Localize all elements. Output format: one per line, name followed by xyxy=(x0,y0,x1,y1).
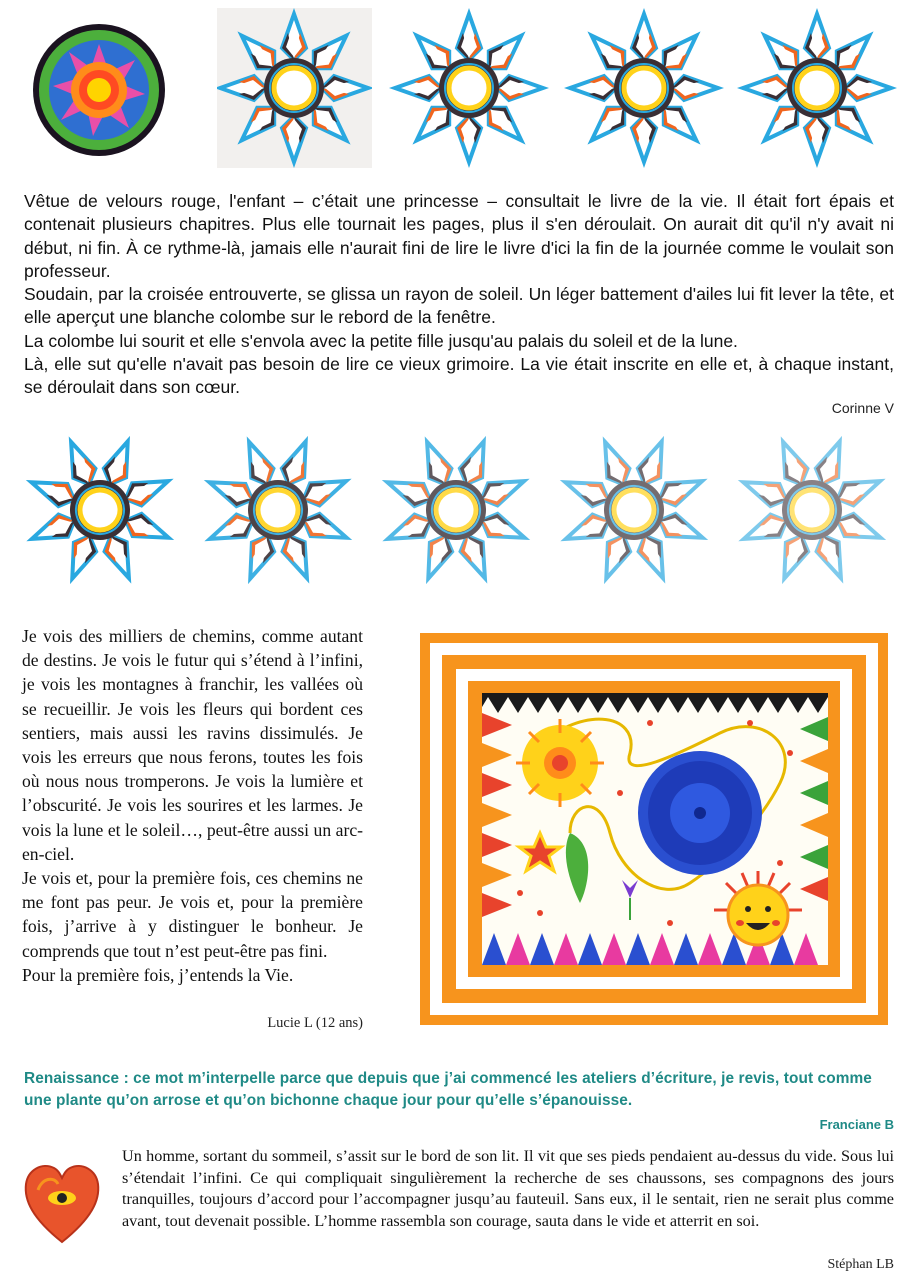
story-stephan: Un homme, sortant du sommeil, s’assit sur le bord de son lit. Il vit que ses pieds pendaient au-dessus du vide. Sous lui s’étendait l’infini. Ce qui compliquait singulièrement la recherche de ses chaussons, ses compagnons des jours tranquilles, toujours d’accord pour l’accompagner jusqu’au fauteuil. Sans eux, il le sentait, rien ne serait plus comme avant, tout devenait possible. L’homme rassembla son courage, sauta dans le vide et atterrit en soi. xyxy=(122,1147,894,1230)
author-signature: Stéphan LB xyxy=(827,1257,894,1272)
quote-franciane: Renaissance : ce mot m’interpelle parce que depuis que j’ai commencé les ateliers d’écriture, je revis, tout comme une plante qu’on arrose et qu’on bichonne chaque jour pour qu’elle s’épanouisse. xyxy=(24,1070,872,1109)
star-flower-icon xyxy=(378,428,538,593)
top-image-row xyxy=(32,8,892,168)
story-paragraph: Là, elle sut qu'elle n'avait pas besoin de lire ce vieux grimoire. La vie était inscrite en elle et, à chaque instant, se déroulait dans son cœur. xyxy=(24,354,894,398)
poem-lucie xyxy=(22,624,363,987)
author-signature: Lucie L (12 ans) xyxy=(267,1015,363,1031)
story-paragraph: Vêtue de velours rouge, l'enfant – c’était une princesse – consultait le livre de la vie. Il était fort épais et contenait plusieurs chapitres. Plus elle tournait les pages, plus il s'en déroulait. On aurait dit qu'il n'y avait ni début, ni fin. À ce rythme-là, jamais elle n'aurait fini de lire le livre d'ici la fin de la journée comme le voulait son professeur. xyxy=(24,191,894,281)
star-flower-icon xyxy=(389,8,549,168)
author-signature: Franciane B xyxy=(819,1117,894,1132)
framed-painting xyxy=(420,633,888,1025)
star-flower-icon xyxy=(22,428,182,593)
heart-eye-icon xyxy=(22,1160,102,1244)
poem-paragraph: Pour la première fois, j’entends la Vie. xyxy=(22,964,294,985)
star-flower-icon xyxy=(734,428,894,593)
poem-paragraph: Je vois et, pour la première fois, ces chemins ne me font pas peur. Je vois et, pour la première fois, j’arrive à y distinguer le bonheur. Je comprends que tout n’est peut-être pas fini. xyxy=(22,868,363,961)
star-flower-icon xyxy=(200,428,360,593)
author-signature: Corinne V xyxy=(831,400,894,416)
star-flower-icon xyxy=(217,8,372,168)
middle-image-row xyxy=(22,428,902,598)
star-flower-icon xyxy=(556,428,716,593)
mandala-icon xyxy=(32,8,167,168)
story-paragraph: La colombe lui sourit et elle s'envola avec la petite fille jusqu'au palais du soleil et de la lune. xyxy=(24,330,738,351)
star-flower-icon xyxy=(564,8,724,168)
star-flower-icon xyxy=(737,8,897,168)
poem-paragraph: Je vois des milliers de chemins, comme autant de destins. Je vois le futur qui s’étend à l’infini, je vois les montagnes à franchir, les vallées où se recueillir. Je vois les fleurs qui bordent ces sentiers, mais aussi les ravins dissimulés. Je vois les erreurs que nous ferons, toutes les fois où nous nous tromperons. Je vois la lumière et l’obscurité. Je vois les sourires et les larmes. Je vois la lune et le soleil…, peut-être aussi un arc-en-ciel. xyxy=(22,626,363,864)
story-paragraph: Soudain, par la croisée entrouverte, se glissa un rayon de soleil. Un léger battement d'ailes lui fit lever la tête, et elle aperçut une blanche colombe sur le rebord de la fenêtre. xyxy=(24,284,894,328)
story-corinne xyxy=(24,190,894,400)
